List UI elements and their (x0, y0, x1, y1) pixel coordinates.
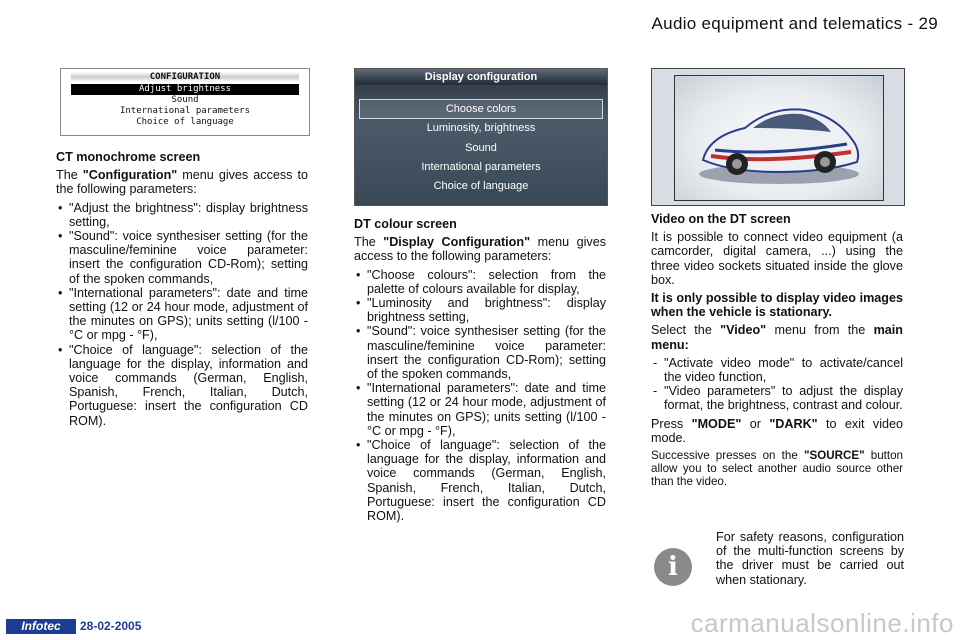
list-item: - "Video parameters" to adjust the display format, the brightness, contrast and colour. (651, 384, 903, 412)
intro-text: menu gives access to the following parameters: (56, 168, 309, 197)
colour-item: Sound (465, 142, 497, 154)
text: menu from the (774, 323, 866, 338)
list-item: • "International parameters": date and time setting (12 or 24 hour mode, adjustment of the minutes on GPS); units setting (l/100 - °C or mpg - °F), (354, 381, 606, 438)
list-item: • "Choice of language": selection of the language for the display, information and voice commands (German, English, Spanish, French, Italian, Dutch, Portuguese: insert the configuration CD ROM). (354, 438, 606, 523)
list-item: - "Activate video mode" to activate/cancel the video function, (651, 356, 903, 384)
text: button allow you to select another audio source other than the video. (651, 449, 903, 489)
intro-paragraph (354, 235, 606, 263)
video-options-list (651, 356, 903, 413)
mono-screen-title: CONFIGURATION (71, 72, 299, 82)
dt-colour-screen-image (354, 68, 608, 206)
colour-item: Choice of language (433, 180, 529, 192)
video-screen-image (651, 68, 905, 206)
info-icon: i (654, 548, 692, 586)
footer-date: 28-02-2005 (80, 619, 142, 633)
button-name: "DARK" (769, 416, 818, 431)
colour-item: Choose colors (359, 99, 603, 119)
list-item: • "Choice of language": selection of the language for the display, information and voice commands (German, English, Spanish, French, Italian, Dutch, Portuguese: insert the configuration CD ROM). (56, 343, 308, 428)
list-item: • "International parameters": date and time setting (12 or 24 hour mode, adjustment of the minutes on GPS); units setting (l/100 - °C or mpg - °F), (56, 286, 308, 343)
list-item: • "Sound": voice synthesiser setting (for the masculine/feminine voice parameter: insert the configuration CD-Rom); setting of the spoken commands, (354, 324, 606, 381)
rally-car-image (674, 75, 884, 201)
intro-text: menu gives access to the following parameters: (354, 235, 607, 264)
menu-name: "Display Configuration" (383, 235, 531, 250)
list-item: • "Sound": voice synthesiser setting (for the masculine/feminine voice parameter: insert the configuration CD-Rom); setting of the spoken commands, (56, 229, 308, 286)
intro-text: The (56, 168, 78, 183)
menu-name: "Video" (720, 323, 767, 338)
text: Select the (651, 323, 712, 338)
source-paragraph (651, 449, 903, 488)
mono-item: International parameters (119, 106, 251, 116)
ct-monochrome-screen-image (60, 68, 310, 136)
menu-name: main menu: (651, 323, 904, 352)
intro-text: The (354, 235, 376, 250)
text: or (749, 416, 761, 431)
section-heading: DT colour screen (354, 217, 457, 231)
video-paragraph: It is possible to connect video equipment (a camcorder, digital camera, ...) using the three video sockets situated inside the glove box. (651, 230, 903, 287)
mono-item: Adjust brightness (71, 84, 299, 95)
section-heading: Video on the DT screen (651, 212, 791, 226)
text: to exit video mode. (651, 416, 904, 445)
list-item: • "Adjust the brightness": display brightness setting, (56, 201, 308, 229)
button-name: "MODE" (691, 416, 742, 431)
watermark: carmanualsonline.info (690, 608, 954, 638)
safety-note-text: For safety reasons, configuration of the multi-function screens by the driver must be carried out when stationary. (716, 530, 904, 587)
parameter-list (354, 268, 606, 524)
list-item: • "Luminosity and brightness": display brightness setting, (354, 296, 606, 324)
parameter-list (56, 201, 308, 428)
mono-item: Sound (171, 95, 199, 105)
list-item: • "Choose colours": selection from the palette of colours available for display, (354, 268, 606, 296)
column-video (651, 212, 903, 492)
safety-note (716, 530, 904, 591)
column-dt-colour (354, 217, 606, 523)
colour-item: International parameters (421, 161, 541, 173)
column-ct-monochrome (56, 150, 308, 428)
intro-paragraph (56, 168, 308, 196)
text: Successive presses on the (651, 449, 798, 463)
button-name: "SOURCE" (803, 449, 865, 463)
rally-car-icon (675, 76, 883, 200)
colour-screen-title: Display configuration (355, 69, 607, 85)
exit-video-paragraph (651, 417, 903, 445)
mono-item: Choice of language (136, 117, 234, 127)
infotec-logo: Infotec (6, 619, 76, 634)
menu-name: "Configuration" (82, 168, 178, 183)
colour-item: Luminosity, brightness (426, 122, 536, 134)
page-title: Audio equipment and telematics - 29 (651, 14, 938, 33)
text: Press (651, 416, 684, 431)
select-video-paragraph (651, 323, 903, 351)
stationary-warning: It is only possible to display video images when the vehicle is stationary. (651, 291, 903, 320)
section-heading: CT monochrome screen (56, 150, 201, 164)
